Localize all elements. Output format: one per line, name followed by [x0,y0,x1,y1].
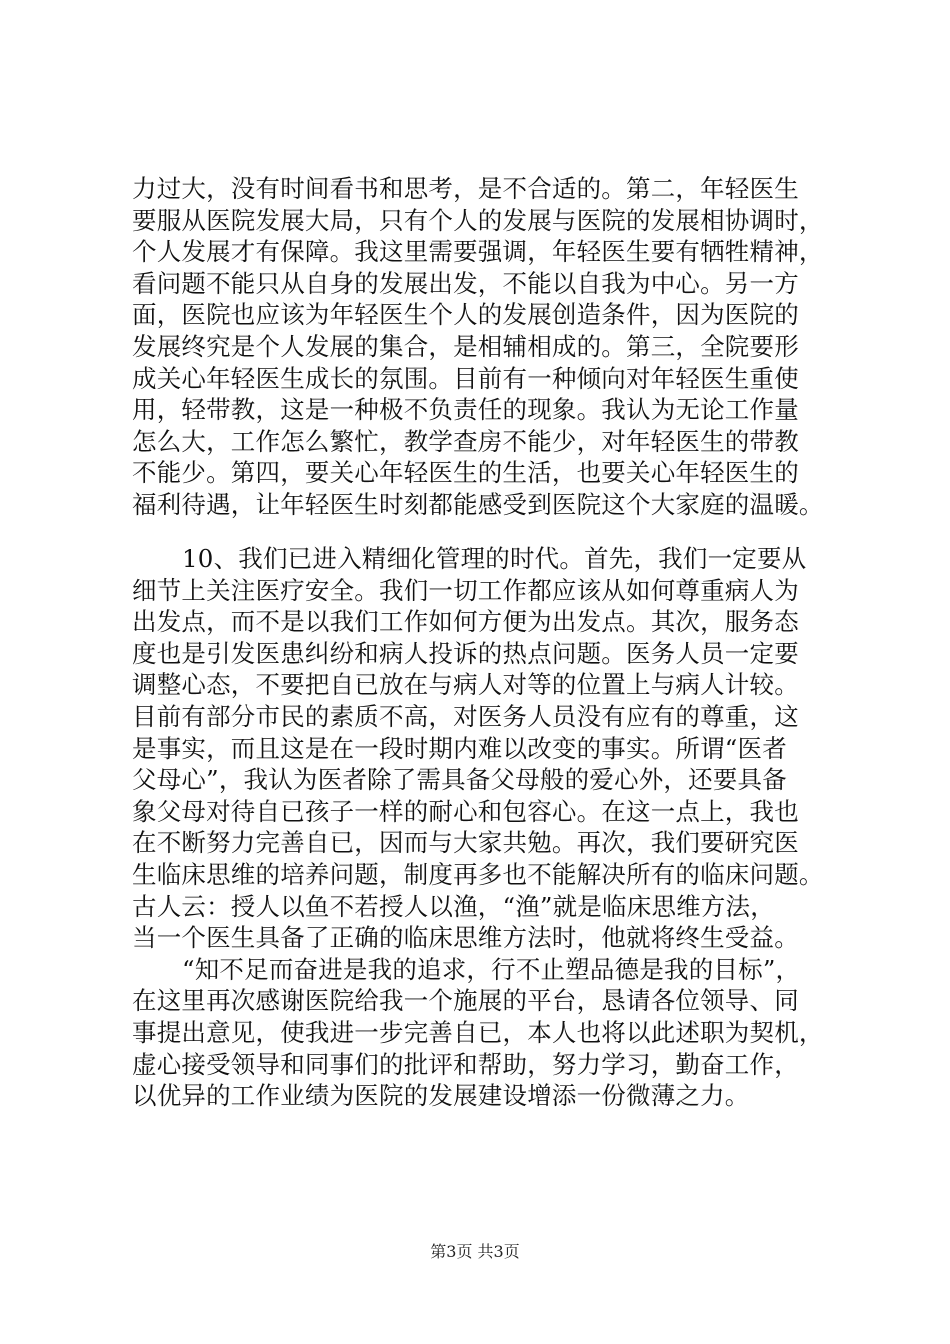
text-line: 象父母对待自已孩子一样的耐心和包容心。在这一点上，我也 [132,796,799,826]
text-line: 不能少。第四，要关心年轻医生的生活，也要关心年轻医生的 [132,458,799,488]
page-number-footer: 第3页 共3页 [430,1242,520,1261]
paragraph-refined-management [132,543,824,1112]
text-line: 度也是引发医患纠纷和病人投诉的热点问题。医务人员一定要 [132,638,799,668]
text-line: 事提出意见，使我进一步完善自已，本人也将以此述职为契机， [132,1017,824,1047]
text-line: 古人云：授人以鱼不若授人以渔，“渔”就是临床思维方法， [132,891,775,921]
text-line: 怎么大，工作怎么繁忙，教学查房不能少，对年轻医生的带教 [132,426,799,456]
text-line: 是事实，而且这是在一段时期内难以改变的事实。所谓“医者 [132,733,787,763]
text-line: 成关心年轻医生成长的氛围。目前有一种倾向对年轻医生重使 [132,363,799,393]
text-line: 生临床思维的培养问题，制度再多也不能解决所有的临床问题。 [132,859,824,889]
text-line: 看问题不能只从自身的发展出发，不能以自我为中心。另一方 [132,268,799,298]
text-line: 用，轻带教，这是一种极不负责任的现象。我认为无论工作量 [132,395,799,425]
text-line: “知不足而奋进是我的追求，行不止塑品德是我的目标”， [182,954,801,984]
text-line: 发展终究是个人发展的集合，是相辅相成的。第三，全院要形 [132,331,799,361]
text-line: 调整心态，不要把自已放在与病人对等的位置上与病人计较。 [132,670,799,700]
text-line: 在这里再次感谢医院给我一个施展的平台，恳请各位领导、同 [132,986,799,1016]
paragraph-doctor-training [132,173,824,521]
text-line: 以优异的工作业绩为医院的发展建设增添一份微薄之力。 [132,1081,750,1111]
text-line: 个人发展才有保障。我这里需要强调，年轻医生要有牺牲精神， [132,237,824,267]
text-line: 面，医院也应该为年轻医生个人的发展创造条件，因为医院的 [132,300,799,330]
text-line: 出发点，而不是以我们工作如何方便为出发点。其次，服务态 [132,607,799,637]
text-line: 10、我们已进入精细化管理的时代。首先，我们一定要从 [182,544,807,573]
text-line: 当一个医生具备了正确的临床思维方法时，他就将终生受益。 [132,923,799,953]
text-line: 细节上关注医疗安全。我们一切工作都应该从如何尊重病人为 [132,575,799,605]
text-line: 父母心”，我认为医者除了需具备父母般的爱心外，还要具备 [132,765,787,795]
text-line: 目前有部分市民的素质不高，对医务人员没有应有的尊重，这 [132,701,799,731]
text-line: 在不断努力完善自已，因而与大家共勉。再次，我们要研究医 [132,828,799,858]
text-line: 力过大，没有时间看书和思考，是不合适的。第二，年轻医生 [132,174,799,203]
text-line: 虚心接受领导和同事们的批评和帮助，努力学习，勤奋工作， [132,1049,799,1079]
text-line: 要服从医院发展大局，只有个人的发展与医院的发展相协调时， [132,205,824,235]
text-line: 福利待遇，让年轻医生时刻都能感受到医院这个大家庭的温暖。 [132,489,824,519]
